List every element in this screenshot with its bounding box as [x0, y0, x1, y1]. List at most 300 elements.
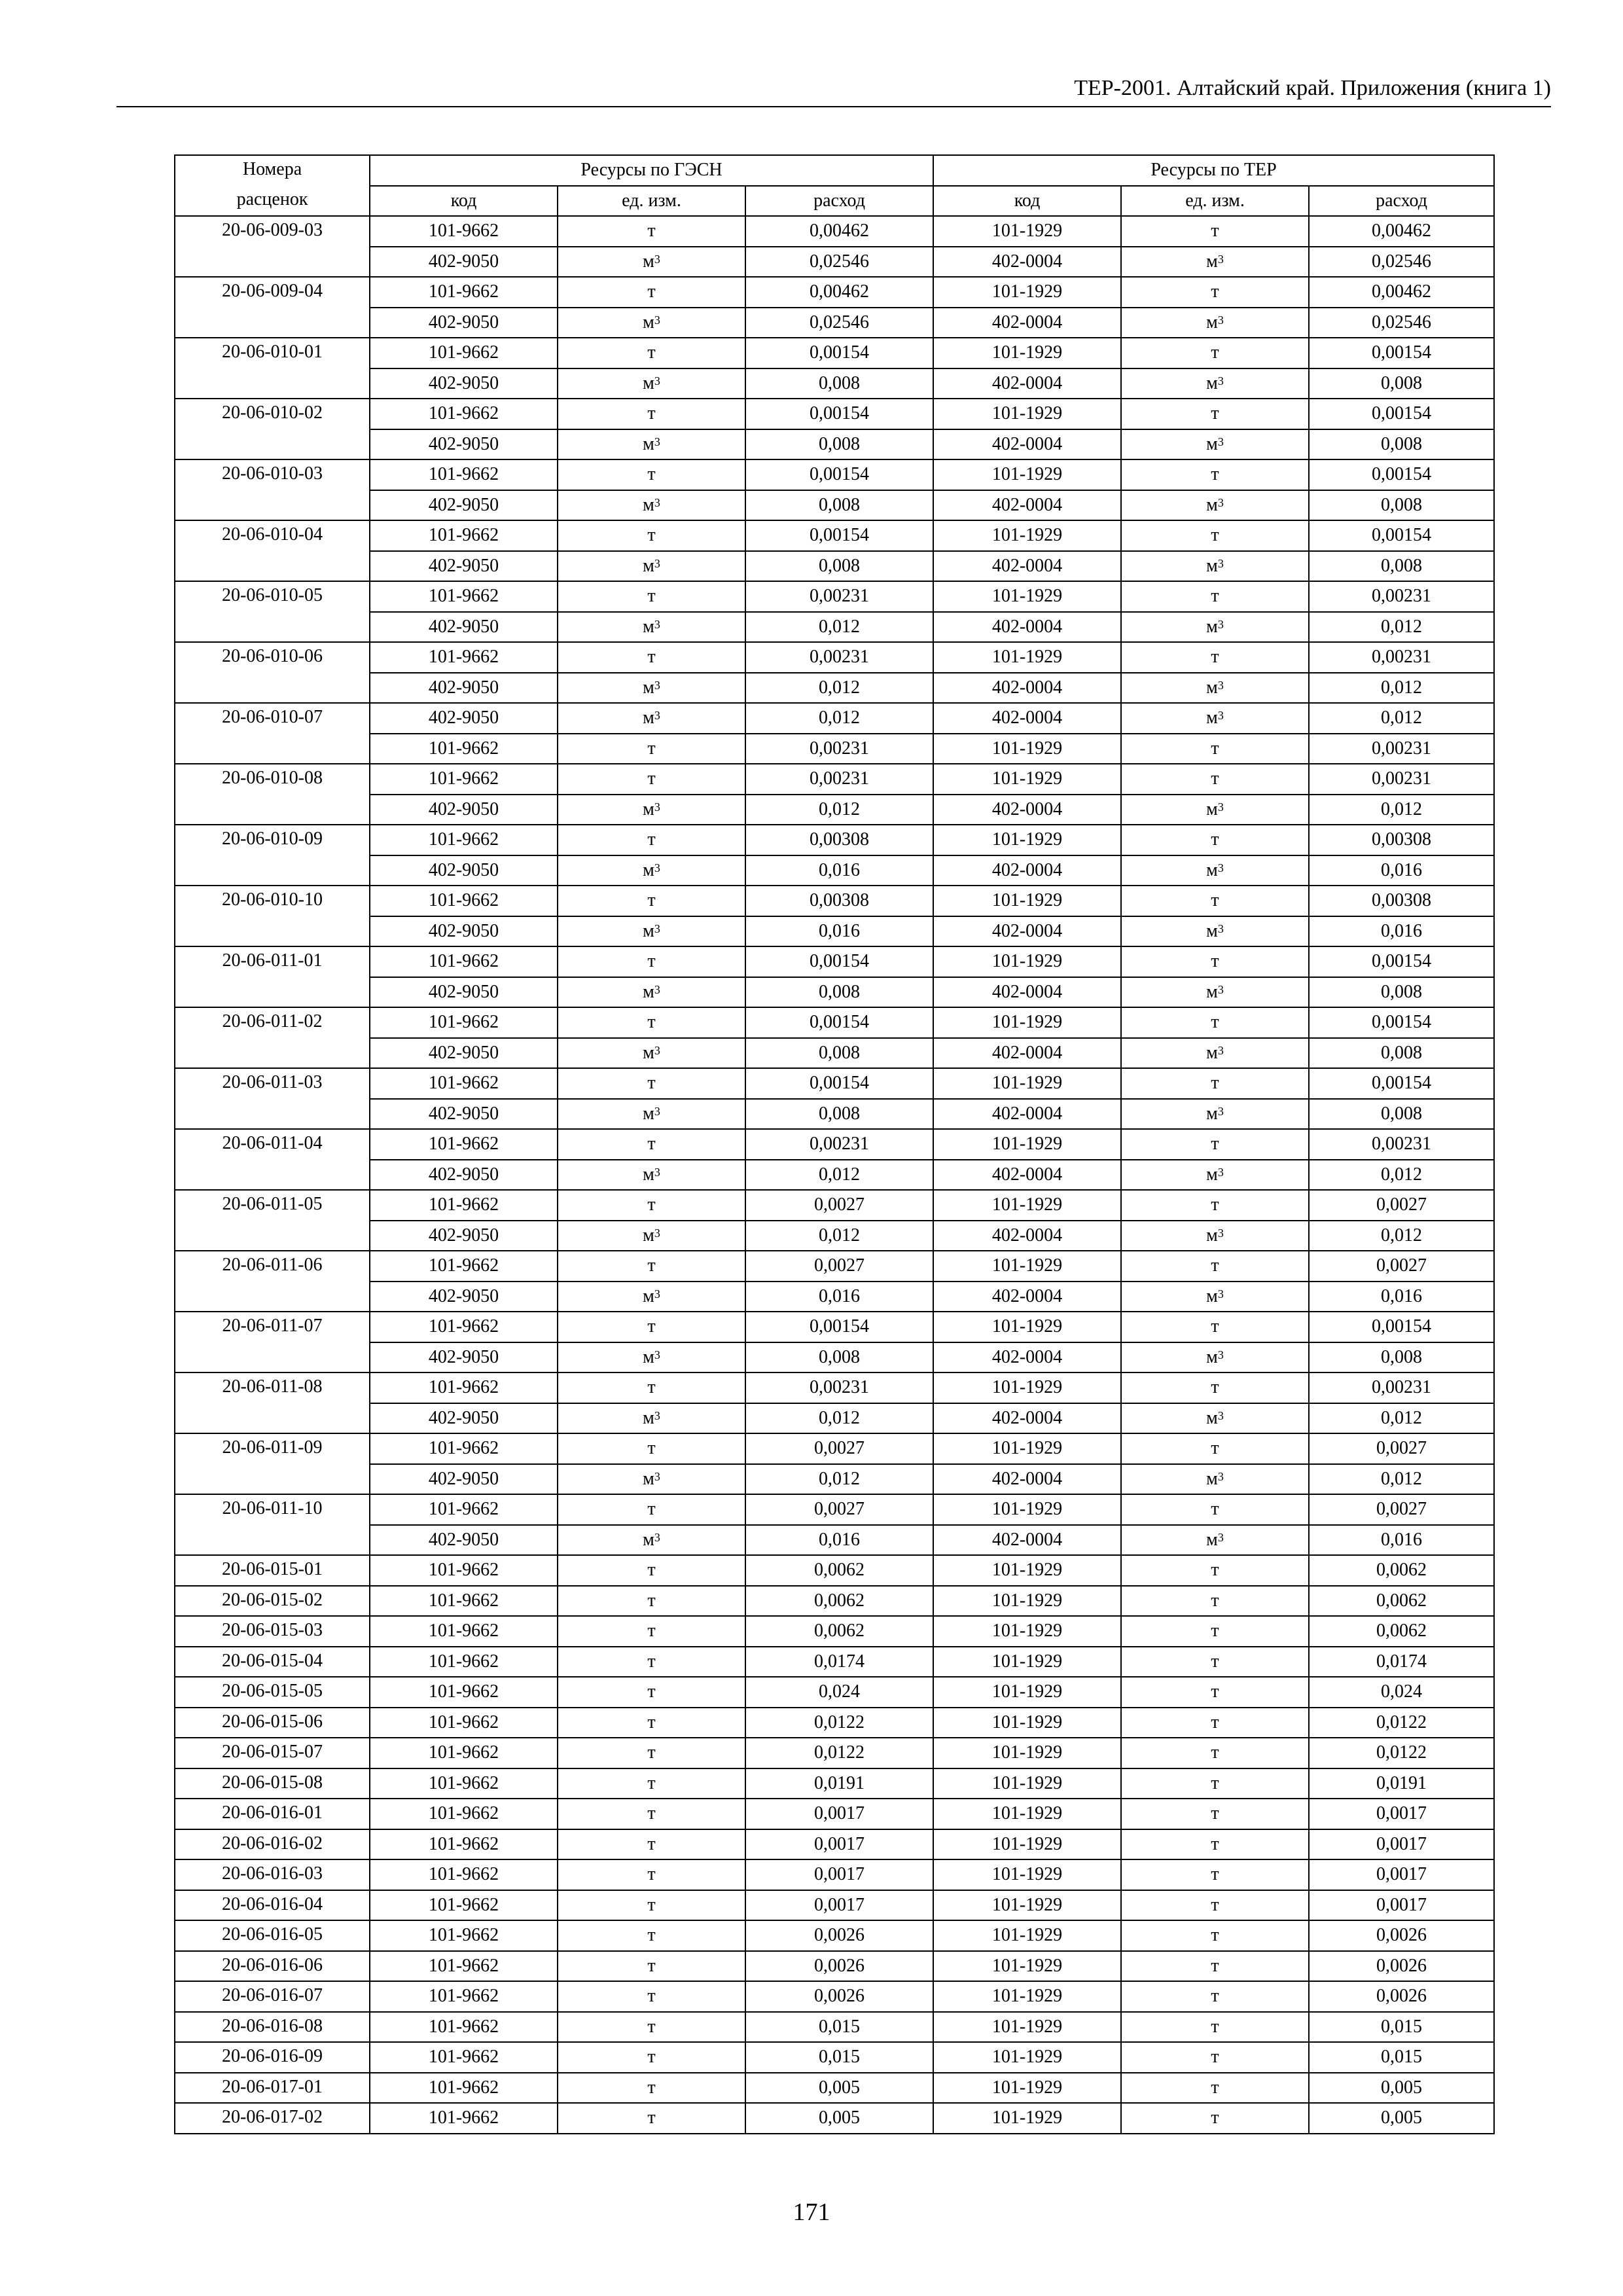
- cell-ter-code: 101-1929: [933, 1890, 1121, 1921]
- cell-id: 20-06-015-08: [175, 1768, 370, 1799]
- table-row: [175, 1403, 1494, 1434]
- cell-gesn-code: 402-9050: [370, 247, 558, 278]
- cell-gesn-unit: $м^3$: [558, 673, 745, 704]
- table-row: [175, 1951, 1494, 1982]
- cell-gesn-code: 402-9050: [370, 1342, 558, 1373]
- cell-ter-unit: т: [1121, 1981, 1309, 2012]
- cell-gesn-rate: 0,012: [745, 1221, 933, 1251]
- cell-ter-unit: т: [1121, 825, 1309, 855]
- cell-id: 20-06-016-03: [175, 1859, 370, 1890]
- cell-ter-unit: $м^3$: [1121, 977, 1309, 1008]
- cell-gesn-rate: 0,008: [745, 1099, 933, 1130]
- cell-id: [175, 1464, 370, 1495]
- cell-gesn-rate: 0,00154: [745, 946, 933, 977]
- cell-gesn-rate: 0,008: [745, 429, 933, 460]
- cell-id: 20-06-016-04: [175, 1890, 370, 1921]
- table-row: [175, 1525, 1494, 1556]
- cell-ter-unit: т: [1121, 734, 1309, 764]
- cell-ter-rate: 0,008: [1309, 977, 1494, 1008]
- cell-ter-rate: 0,0017: [1309, 1799, 1494, 1829]
- cell-ter-unit: т: [1121, 1677, 1309, 1708]
- cell-gesn-code: 101-9662: [370, 338, 558, 368]
- table-row: [175, 1190, 1494, 1221]
- cell-gesn-unit: т: [558, 825, 745, 855]
- header-ter-unit: ед. изм.: [1121, 186, 1309, 217]
- cell-ter-code: 101-1929: [933, 1738, 1121, 1768]
- cell-ter-rate: 0,0017: [1309, 1859, 1494, 1890]
- cell-gesn-unit: т: [558, 1647, 745, 1677]
- cell-ter-code: 101-1929: [933, 1129, 1121, 1160]
- cell-ter-code: 402-0004: [933, 916, 1121, 947]
- cell-gesn-unit: $м^3$: [558, 612, 745, 643]
- cell-gesn-unit: $м^3$: [558, 1099, 745, 1130]
- table-row: [175, 764, 1494, 795]
- cell-gesn-unit: $м^3$: [558, 1282, 745, 1312]
- cell-id: 20-06-010-05: [175, 581, 370, 612]
- cell-id: [175, 1342, 370, 1373]
- table-row: [175, 1372, 1494, 1403]
- cell-gesn-code: 101-9662: [370, 1738, 558, 1768]
- cell-gesn-unit: т: [558, 734, 745, 764]
- cell-ter-rate: 0,00154: [1309, 520, 1494, 551]
- table-row: [175, 1007, 1494, 1038]
- cell-ter-unit: $м^3$: [1121, 916, 1309, 947]
- cell-ter-rate: 0,008: [1309, 368, 1494, 399]
- cell-gesn-rate: 0,016: [745, 1525, 933, 1556]
- table-row: [175, 247, 1494, 278]
- cell-ter-rate: 0,00231: [1309, 764, 1494, 795]
- header-title: ТЕР-2001. Алтайский край. Приложения (книга 1): [1074, 76, 1551, 100]
- cell-gesn-rate: 0,0062: [745, 1616, 933, 1647]
- cell-ter-code: 101-1929: [933, 1616, 1121, 1647]
- cell-gesn-code: 402-9050: [370, 1525, 558, 1556]
- cell-gesn-code: 101-9662: [370, 1920, 558, 1951]
- cell-gesn-unit: т: [558, 1555, 745, 1586]
- cell-ter-unit: т: [1121, 216, 1309, 247]
- header-id-line1: Номера: [175, 155, 370, 186]
- cell-ter-code: 101-1929: [933, 1951, 1121, 1982]
- cell-id: 20-06-016-09: [175, 2042, 370, 2073]
- cell-ter-code: 101-1929: [933, 2012, 1121, 2043]
- cell-ter-unit: т: [1121, 2042, 1309, 2073]
- cell-ter-code: 101-1929: [933, 1068, 1121, 1099]
- cell-ter-rate: 0,012: [1309, 1221, 1494, 1251]
- cell-ter-unit: т: [1121, 1555, 1309, 1586]
- cell-gesn-code: 101-9662: [370, 1007, 558, 1038]
- cell-gesn-rate: 0,015: [745, 2012, 933, 2043]
- table-row: [175, 734, 1494, 764]
- table-row: [175, 1738, 1494, 1768]
- cell-ter-code: 101-1929: [933, 1494, 1121, 1525]
- cell-ter-unit: $м^3$: [1121, 429, 1309, 460]
- cell-gesn-unit: $м^3$: [558, 368, 745, 399]
- cell-gesn-code: 101-9662: [370, 581, 558, 612]
- cell-gesn-unit: т: [558, 1708, 745, 1738]
- cell-ter-code: 402-0004: [933, 551, 1121, 582]
- cell-gesn-unit: $м^3$: [558, 1160, 745, 1191]
- cell-gesn-code: 101-9662: [370, 734, 558, 764]
- header-row-columns: [175, 186, 1494, 217]
- cell-ter-rate: 0,0027: [1309, 1190, 1494, 1221]
- cell-id: 20-06-010-08: [175, 764, 370, 795]
- cell-ter-rate: 0,012: [1309, 1160, 1494, 1191]
- cell-gesn-code: 101-9662: [370, 825, 558, 855]
- cell-gesn-code: 101-9662: [370, 1799, 558, 1829]
- cell-ter-unit: т: [1121, 277, 1309, 308]
- cell-ter-code: 101-1929: [933, 1799, 1121, 1829]
- cell-gesn-code: 101-9662: [370, 2012, 558, 2043]
- cell-gesn-code: 101-9662: [370, 1951, 558, 1982]
- cell-gesn-rate: 0,02546: [745, 247, 933, 278]
- cell-gesn-rate: 0,00231: [745, 1372, 933, 1403]
- table-row: [175, 1555, 1494, 1586]
- cell-ter-code: 402-0004: [933, 612, 1121, 643]
- cell-ter-unit: т: [1121, 1738, 1309, 1768]
- cell-gesn-code: 101-9662: [370, 642, 558, 673]
- cell-ter-rate: 0,00154: [1309, 1007, 1494, 1038]
- cell-gesn-rate: 0,0122: [745, 1738, 933, 1768]
- table-row: [175, 1616, 1494, 1647]
- cell-ter-code: 402-0004: [933, 1221, 1121, 1251]
- cell-id: 20-06-015-04: [175, 1647, 370, 1677]
- cell-ter-code: 101-1929: [933, 1190, 1121, 1221]
- cell-ter-unit: $м^3$: [1121, 1342, 1309, 1373]
- cell-gesn-unit: т: [558, 459, 745, 490]
- cell-ter-code: 402-0004: [933, 368, 1121, 399]
- cell-ter-rate: 0,0027: [1309, 1251, 1494, 1282]
- cell-id: 20-06-017-01: [175, 2073, 370, 2104]
- cell-gesn-unit: $м^3$: [558, 490, 745, 521]
- cell-id: 20-06-015-07: [175, 1738, 370, 1768]
- cell-ter-unit: $м^3$: [1121, 1464, 1309, 1495]
- cell-gesn-code: 101-9662: [370, 946, 558, 977]
- cell-id: [175, 1038, 370, 1069]
- cell-ter-unit: $м^3$: [1121, 612, 1309, 643]
- cell-id: [175, 308, 370, 338]
- cell-gesn-unit: т: [558, 1433, 745, 1464]
- cell-ter-rate: 0,00231: [1309, 1129, 1494, 1160]
- cell-ter-unit: т: [1121, 1586, 1309, 1617]
- table-row: [175, 1586, 1494, 1617]
- cell-gesn-rate: 0,00462: [745, 277, 933, 308]
- cell-ter-code: 101-1929: [933, 642, 1121, 673]
- cell-gesn-code: 101-9662: [370, 216, 558, 247]
- cell-ter-rate: 0,00231: [1309, 734, 1494, 764]
- cell-ter-unit: $м^3$: [1121, 1221, 1309, 1251]
- cell-ter-rate: 0,0027: [1309, 1433, 1494, 1464]
- cell-ter-code: 402-0004: [933, 1342, 1121, 1373]
- cell-gesn-rate: 0,00231: [745, 1129, 933, 1160]
- cell-gesn-rate: 0,0191: [745, 1768, 933, 1799]
- cell-ter-code: 402-0004: [933, 795, 1121, 825]
- cell-id: [175, 612, 370, 643]
- cell-ter-unit: т: [1121, 2012, 1309, 2043]
- table-row: [175, 1677, 1494, 1708]
- cell-gesn-rate: 0,00154: [745, 459, 933, 490]
- cell-gesn-unit: $м^3$: [558, 977, 745, 1008]
- cell-gesn-code: 101-9662: [370, 1312, 558, 1342]
- cell-gesn-code: 101-9662: [370, 1647, 558, 1677]
- table-row: [175, 459, 1494, 490]
- cell-id: [175, 1099, 370, 1130]
- cell-ter-code: 101-1929: [933, 1251, 1121, 1282]
- cell-ter-unit: т: [1121, 1768, 1309, 1799]
- cell-ter-unit: т: [1121, 1616, 1309, 1647]
- cell-id: [175, 247, 370, 278]
- table-row: [175, 308, 1494, 338]
- table-row: [175, 520, 1494, 551]
- cell-ter-code: 101-1929: [933, 1555, 1121, 1586]
- cell-gesn-code: 101-9662: [370, 1129, 558, 1160]
- cell-gesn-code: 402-9050: [370, 795, 558, 825]
- cell-gesn-code: 101-9662: [370, 1677, 558, 1708]
- cell-ter-rate: 0,0062: [1309, 1586, 1494, 1617]
- cell-ter-unit: т: [1121, 1007, 1309, 1038]
- table-row: [175, 216, 1494, 247]
- cell-gesn-unit: т: [558, 1372, 745, 1403]
- cell-ter-unit: $м^3$: [1121, 490, 1309, 521]
- cell-ter-code: 402-0004: [933, 673, 1121, 704]
- cell-ter-rate: 0,00308: [1309, 825, 1494, 855]
- cell-gesn-unit: $м^3$: [558, 795, 745, 825]
- cell-ter-rate: 0,0191: [1309, 1768, 1494, 1799]
- cell-gesn-rate: 0,016: [745, 855, 933, 886]
- table-row: [175, 642, 1494, 673]
- table-row: [175, 2103, 1494, 2134]
- cell-gesn-rate: 0,0017: [745, 1859, 933, 1890]
- cell-ter-rate: 0,0122: [1309, 1708, 1494, 1738]
- header-ter-code: код: [933, 186, 1121, 217]
- cell-id: 20-06-011-09: [175, 1433, 370, 1464]
- cell-ter-code: 101-1929: [933, 764, 1121, 795]
- cell-gesn-unit: т: [558, 581, 745, 612]
- cell-ter-code: 402-0004: [933, 703, 1121, 734]
- cell-id: 20-06-015-06: [175, 1708, 370, 1738]
- table-row: [175, 1647, 1494, 1677]
- cell-id: 20-06-010-02: [175, 399, 370, 429]
- cell-gesn-rate: 0,008: [745, 551, 933, 582]
- table-row: [175, 1799, 1494, 1829]
- cell-gesn-code: 101-9662: [370, 1190, 558, 1221]
- cell-ter-rate: 0,00308: [1309, 886, 1494, 916]
- cell-gesn-unit: т: [558, 338, 745, 368]
- cell-ter-unit: $м^3$: [1121, 247, 1309, 278]
- cell-gesn-code: 101-9662: [370, 1433, 558, 1464]
- cell-ter-rate: 0,008: [1309, 429, 1494, 460]
- cell-ter-rate: 0,0174: [1309, 1647, 1494, 1677]
- cell-gesn-rate: 0,0174: [745, 1647, 933, 1677]
- cell-ter-unit: т: [1121, 2073, 1309, 2104]
- cell-ter-rate: 0,005: [1309, 2103, 1494, 2134]
- cell-ter-unit: т: [1121, 642, 1309, 673]
- cell-ter-rate: 0,0017: [1309, 1829, 1494, 1860]
- cell-gesn-unit: т: [558, 886, 745, 916]
- cell-ter-rate: 0,012: [1309, 1403, 1494, 1434]
- cell-ter-code: 402-0004: [933, 855, 1121, 886]
- cell-gesn-code: 402-9050: [370, 1160, 558, 1191]
- cell-gesn-rate: 0,024: [745, 1677, 933, 1708]
- table-row: [175, 1890, 1494, 1921]
- cell-gesn-code: 101-9662: [370, 277, 558, 308]
- cell-gesn-code: 101-9662: [370, 1768, 558, 1799]
- cell-ter-code: 101-1929: [933, 2073, 1121, 2104]
- cell-id: 20-06-016-06: [175, 1951, 370, 1982]
- cell-gesn-code: 101-9662: [370, 1981, 558, 2012]
- cell-ter-unit: т: [1121, 1068, 1309, 1099]
- cell-gesn-rate: 0,016: [745, 1282, 933, 1312]
- cell-id: 20-06-011-08: [175, 1372, 370, 1403]
- header-group-ter: Ресурсы по ТЕР: [933, 155, 1494, 186]
- cell-ter-unit: т: [1121, 1372, 1309, 1403]
- cell-ter-code: 402-0004: [933, 308, 1121, 338]
- cell-ter-rate: 0,008: [1309, 1038, 1494, 1069]
- cell-gesn-code: 101-9662: [370, 1616, 558, 1647]
- cell-id: 20-06-010-10: [175, 886, 370, 916]
- cell-ter-rate: 0,00462: [1309, 277, 1494, 308]
- cell-ter-rate: 0,00154: [1309, 1068, 1494, 1099]
- cell-ter-code: 101-1929: [933, 1007, 1121, 1038]
- cell-gesn-code: 101-9662: [370, 2042, 558, 2073]
- cell-gesn-unit: $м^3$: [558, 1038, 745, 1069]
- table-row: [175, 795, 1494, 825]
- cell-gesn-rate: 0,0027: [745, 1433, 933, 1464]
- cell-gesn-code: 402-9050: [370, 977, 558, 1008]
- cell-gesn-code: 101-9662: [370, 1708, 558, 1738]
- cell-gesn-unit: $м^3$: [558, 1525, 745, 1556]
- cell-ter-code: 101-1929: [933, 1312, 1121, 1342]
- cell-id: [175, 490, 370, 521]
- table-row: [175, 1129, 1494, 1160]
- cell-gesn-rate: 0,0062: [745, 1586, 933, 1617]
- cell-gesn-rate: 0,012: [745, 673, 933, 704]
- cell-ter-code: 402-0004: [933, 490, 1121, 521]
- cell-id: 20-06-010-09: [175, 825, 370, 855]
- cell-gesn-code: 101-9662: [370, 459, 558, 490]
- table-row: [175, 855, 1494, 886]
- resources-table-wrapper: [174, 154, 1493, 2134]
- cell-gesn-unit: $м^3$: [558, 916, 745, 947]
- cell-ter-unit: $м^3$: [1121, 368, 1309, 399]
- cell-ter-rate: 0,005: [1309, 2073, 1494, 2104]
- cell-gesn-rate: 0,012: [745, 703, 933, 734]
- cell-id: 20-06-011-04: [175, 1129, 370, 1160]
- cell-gesn-code: 101-9662: [370, 886, 558, 916]
- cell-gesn-rate: 0,00308: [745, 825, 933, 855]
- cell-gesn-code: 101-9662: [370, 1068, 558, 1099]
- cell-id: 20-06-015-03: [175, 1616, 370, 1647]
- cell-gesn-code: 402-9050: [370, 1403, 558, 1434]
- cell-gesn-rate: 0,00231: [745, 764, 933, 795]
- cell-gesn-unit: т: [558, 1951, 745, 1982]
- header-gesn-code: код: [370, 186, 558, 217]
- cell-gesn-code: 402-9050: [370, 703, 558, 734]
- cell-gesn-unit: т: [558, 2012, 745, 2043]
- cell-gesn-code: 402-9050: [370, 673, 558, 704]
- table-row: [175, 1433, 1494, 1464]
- cell-gesn-rate: 0,00462: [745, 216, 933, 247]
- cell-ter-unit: т: [1121, 946, 1309, 977]
- table-row: [175, 581, 1494, 612]
- cell-gesn-unit: $м^3$: [558, 551, 745, 582]
- table-row: [175, 1708, 1494, 1738]
- cell-gesn-unit: т: [558, 2073, 745, 2104]
- cell-id: [175, 795, 370, 825]
- cell-ter-unit: $м^3$: [1121, 1099, 1309, 1130]
- cell-ter-code: 101-1929: [933, 2042, 1121, 2073]
- cell-gesn-rate: 0,00154: [745, 1007, 933, 1038]
- cell-gesn-unit: т: [558, 642, 745, 673]
- cell-ter-code: 402-0004: [933, 1525, 1121, 1556]
- cell-gesn-rate: 0,012: [745, 1160, 933, 1191]
- cell-ter-unit: $м^3$: [1121, 308, 1309, 338]
- table-row: [175, 886, 1494, 916]
- cell-ter-code: 402-0004: [933, 1038, 1121, 1069]
- cell-gesn-code: 402-9050: [370, 1038, 558, 1069]
- cell-gesn-unit: т: [558, 1586, 745, 1617]
- cell-id: 20-06-010-01: [175, 338, 370, 368]
- cell-id: 20-06-011-07: [175, 1312, 370, 1342]
- table-row: [175, 399, 1494, 429]
- cell-gesn-unit: т: [558, 1859, 745, 1890]
- table-row: [175, 1981, 1494, 2012]
- cell-ter-rate: 0,015: [1309, 2042, 1494, 2073]
- cell-gesn-rate: 0,00154: [745, 399, 933, 429]
- cell-ter-rate: 0,00154: [1309, 946, 1494, 977]
- cell-ter-unit: $м^3$: [1121, 551, 1309, 582]
- cell-id: [175, 1525, 370, 1556]
- cell-id: 20-06-016-08: [175, 2012, 370, 2043]
- cell-gesn-rate: 0,0017: [745, 1799, 933, 1829]
- table-row: [175, 368, 1494, 399]
- cell-gesn-unit: т: [558, 2103, 745, 2134]
- cell-gesn-rate: 0,0017: [745, 1829, 933, 1860]
- cell-ter-unit: $м^3$: [1121, 1160, 1309, 1191]
- table-row: [175, 612, 1494, 643]
- cell-ter-unit: т: [1121, 1799, 1309, 1829]
- cell-ter-rate: 0,012: [1309, 673, 1494, 704]
- cell-ter-unit: т: [1121, 399, 1309, 429]
- cell-id: [175, 977, 370, 1008]
- cell-id: 20-06-016-07: [175, 1981, 370, 2012]
- cell-id: 20-06-015-01: [175, 1555, 370, 1586]
- cell-gesn-code: 101-9662: [370, 764, 558, 795]
- cell-ter-unit: т: [1121, 520, 1309, 551]
- cell-gesn-unit: т: [558, 1890, 745, 1921]
- cell-ter-unit: т: [1121, 459, 1309, 490]
- cell-ter-unit: т: [1121, 1920, 1309, 1951]
- cell-id: [175, 551, 370, 582]
- cell-ter-rate: 0,012: [1309, 703, 1494, 734]
- cell-gesn-rate: 0,0027: [745, 1251, 933, 1282]
- cell-gesn-code: 402-9050: [370, 612, 558, 643]
- cell-ter-rate: 0,008: [1309, 490, 1494, 521]
- cell-ter-code: 101-1929: [933, 1981, 1121, 2012]
- cell-ter-rate: 0,00231: [1309, 581, 1494, 612]
- cell-ter-code: 402-0004: [933, 977, 1121, 1008]
- table-row: [175, 490, 1494, 521]
- cell-gesn-unit: $м^3$: [558, 1221, 745, 1251]
- cell-gesn-code: 101-9662: [370, 520, 558, 551]
- cell-ter-unit: т: [1121, 1859, 1309, 1890]
- cell-gesn-rate: 0,008: [745, 977, 933, 1008]
- cell-id: 20-06-011-10: [175, 1494, 370, 1525]
- cell-ter-code: 101-1929: [933, 1708, 1121, 1738]
- header-ter-rate: расход: [1309, 186, 1494, 217]
- cell-gesn-unit: т: [558, 1981, 745, 2012]
- cell-ter-unit: т: [1121, 581, 1309, 612]
- cell-gesn-unit: т: [558, 1616, 745, 1647]
- cell-id: 20-06-010-06: [175, 642, 370, 673]
